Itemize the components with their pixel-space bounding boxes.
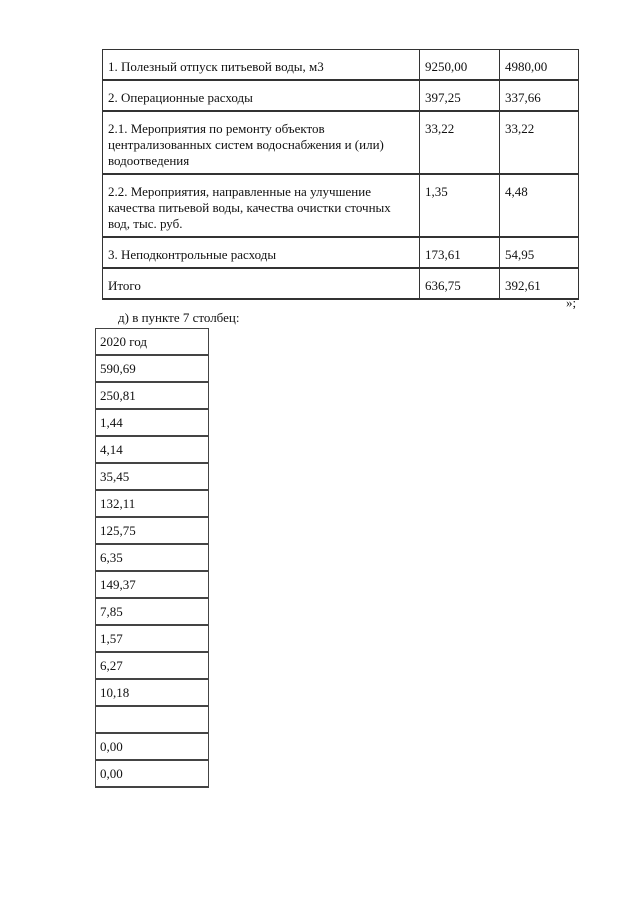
value-cell: 33,22	[500, 111, 579, 174]
table-row	[103, 50, 579, 81]
value-cell: 35,45	[96, 463, 209, 490]
value-cell: 173,61	[420, 237, 500, 268]
value-cell: 6,27	[96, 652, 209, 679]
value-cell: 0,00	[96, 733, 209, 760]
value-cell: 250,81	[96, 382, 209, 409]
table-row	[103, 174, 579, 237]
row-label: 2.2. Мероприятия, направленные на улучшение качества питьевой воды, качества очистки сточных вод, тыс. руб.	[103, 174, 420, 237]
table-row	[96, 598, 209, 625]
row-label: Итого	[103, 268, 420, 299]
table-row	[96, 436, 209, 463]
value-cell: 132,11	[96, 490, 209, 517]
table-row	[103, 237, 579, 268]
amendment-text: д) в пункте 7 столбец:	[118, 310, 240, 325]
table-row	[96, 409, 209, 436]
table-row	[96, 760, 209, 787]
value-cell: 7,85	[96, 598, 209, 625]
value-cell: 149,37	[96, 571, 209, 598]
value-cell: 397,25	[420, 80, 500, 111]
row-label: 2.1. Мероприятия по ремонту объектов централизованных систем водоснабжения и (или) водоотведения	[103, 111, 420, 174]
value-cell: 54,95	[500, 237, 579, 268]
value-cell: 9250,00	[420, 50, 500, 81]
table-row	[96, 625, 209, 652]
value-cell: 125,75	[96, 517, 209, 544]
row-label: 1. Полезный отпуск питьевой воды, м3	[103, 50, 420, 81]
year-column-table	[95, 328, 209, 788]
table-row	[96, 463, 209, 490]
closing-quote: »;	[566, 295, 577, 310]
column-header: 2020 год	[96, 329, 209, 356]
column-header-row	[96, 329, 209, 356]
tariff-table	[102, 49, 579, 300]
table-row	[96, 355, 209, 382]
value-cell: 4,48	[500, 174, 579, 237]
row-label: 2. Операционные расходы	[103, 80, 420, 111]
value-cell: 6,35	[96, 544, 209, 571]
value-cell: 392,61	[500, 268, 579, 299]
row-label: 3. Неподконтрольные расходы	[103, 237, 420, 268]
value-cell: 10,18	[96, 679, 209, 706]
value-cell: 1,57	[96, 625, 209, 652]
table-row	[96, 652, 209, 679]
table-row	[103, 268, 579, 299]
table-row	[96, 733, 209, 760]
value-cell: 1,44	[96, 409, 209, 436]
table-row	[96, 517, 209, 544]
table-row	[103, 111, 579, 174]
empty-cell	[96, 706, 209, 733]
value-cell: 4980,00	[500, 50, 579, 81]
table-row	[103, 80, 579, 111]
value-cell: 0,00	[96, 760, 209, 787]
value-cell: 33,22	[420, 111, 500, 174]
table-row	[96, 571, 209, 598]
value-cell: 636,75	[420, 268, 500, 299]
value-cell: 590,69	[96, 355, 209, 382]
value-cell: 337,66	[500, 80, 579, 111]
table-row	[96, 679, 209, 706]
table-row	[96, 382, 209, 409]
table-row	[96, 490, 209, 517]
table-row	[96, 544, 209, 571]
value-cell: 4,14	[96, 436, 209, 463]
table-row	[96, 706, 209, 733]
value-cell: 1,35	[420, 174, 500, 237]
